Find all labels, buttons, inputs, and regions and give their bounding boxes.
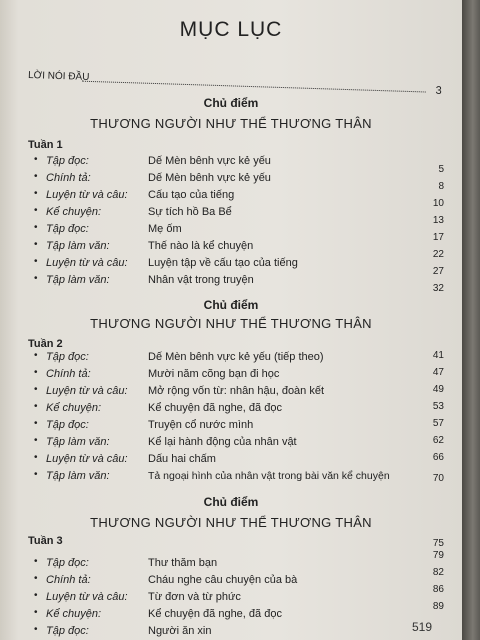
section-2-heading: Chủ điểm [203,298,259,312]
toc-title: Mười năm cõng bạn đi học [148,368,280,380]
toc-title: Thế nào là kể chuyện [148,240,254,252]
toc-row [28,584,448,606]
toc-row [28,367,448,383]
toc-label: Tập đọc: [46,155,89,167]
bullet-icon: • [34,384,38,395]
toc-page: 17 [432,232,444,243]
toc-row [28,435,448,451]
toc-row [28,222,448,243]
toc-label: Luyện từ và câu: [46,189,128,201]
dot-leader [82,81,426,93]
toc-row [28,154,448,175]
bullet-icon: • [34,401,38,412]
toc-page: 75 [432,538,444,549]
bullet-icon: • [34,469,38,480]
toc-page: 13 [432,215,444,226]
toc-page: 53 [432,401,444,412]
toc-page: 32 [432,283,444,294]
toc-page: 8 [438,181,444,192]
page-number: 519 [411,620,432,634]
toc-row [28,624,448,640]
bullet-icon: • [34,239,38,250]
toc-row [28,452,448,468]
toc-title: Dấu hai chấm [148,453,216,465]
toc-title: Kể chuyện đã nghe, đã đọc [148,608,282,620]
section-1-heading: Chủ điểm [203,96,259,110]
toc-label: Kể chuyện: [46,402,102,414]
preface-label: LỜI NÓI ĐẦU [27,70,90,83]
toc-title: Sự tích hồ Ba Bể [148,206,232,218]
page-title: MỤC LỤC [179,18,283,41]
toc-label: Luyện từ và câu: [46,591,128,603]
bullet-icon: • [34,154,38,165]
toc-row [28,384,448,400]
toc-label: Tập đọc: [46,351,89,363]
toc-page: 49 [432,384,444,395]
toc-page: 10 [432,198,444,209]
section-3-week: Tuần 3 [28,535,63,547]
bullet-icon: • [34,418,38,429]
toc-label: Kể chuyện: [46,206,102,218]
toc-row [28,273,448,294]
bullet-icon: • [34,222,38,233]
toc-page: 41 [432,350,444,361]
toc-title: Dế Mèn bênh vực kẻ yếu [148,172,271,184]
bullet-icon: • [34,171,38,182]
bullet-icon: • [34,350,38,361]
toc-page: 57 [432,418,444,429]
toc-title: Kể lại hành động của nhân vật [148,436,297,448]
toc-page: 82 [432,567,444,578]
section-2-theme: THƯƠNG NGƯỜI NHƯ THỂ THƯƠNG THÂN [90,316,372,331]
bullet-icon: • [34,273,38,284]
bullet-icon: • [34,624,38,635]
toc-label: Tập đọc: [46,223,89,235]
toc-page: 86 [432,584,444,595]
bullet-icon: • [34,607,38,618]
toc-page: 89 [432,601,444,612]
toc-title: Nhân vật trong truyện [148,274,254,286]
section-1-theme: THƯƠNG NGƯỜI NHƯ THỂ THƯƠNG THÂN [90,116,372,131]
toc-page: 62 [432,435,444,446]
toc-row [28,601,448,623]
toc-label: Chính tả: [46,172,91,184]
toc-row [28,350,448,366]
toc-label: Kể chuyện: [46,608,102,620]
toc-page: 66 [432,452,444,463]
bullet-icon: • [34,435,38,446]
toc-row [28,550,448,572]
toc-row [28,469,448,485]
toc-row [28,188,448,209]
toc-title: Tả ngoại hình của nhân vật trong bài văn kể chuyện [148,470,390,482]
toc-title: Dế Mèn bênh vực kẻ yếu (tiếp theo) [148,351,324,363]
toc-label: Tập đọc: [46,625,89,637]
toc-label: Chính tả: [46,368,91,380]
toc-title: Cháu nghe câu chuyện của bà [148,574,298,586]
toc-row [28,239,448,260]
toc-title: Dế Mèn bênh vực kẻ yếu [148,155,271,167]
toc-row [28,538,448,554]
bullet-icon: • [34,590,38,601]
bullet-icon: • [34,205,38,216]
toc-page: 70 [432,473,444,484]
toc-label: Luyện từ và câu: [46,257,128,269]
toc-label: Luyện từ và câu: [46,385,128,397]
toc-page: 27 [432,266,444,277]
toc-page: 47 [432,367,444,378]
toc-row [28,205,448,226]
toc-label: Tập làm văn: [46,274,110,286]
toc-label: Tập đọc: [46,419,89,431]
section-1-week: Tuần 1 [28,139,63,151]
toc-title: Từ đơn và từ phức [148,591,241,603]
toc-page: 5 [438,164,444,175]
toc-label: Tập đọc: [46,557,89,569]
section-3-theme: THƯƠNG NGƯỜI NHƯ THỂ THƯƠNG THÂN [90,515,372,530]
toc-label: Tập làm văn: [46,240,110,252]
bullet-icon: • [34,367,38,378]
bullet-icon: • [34,256,38,267]
toc-row [28,256,448,277]
toc-title: Mẹ ốm [148,223,182,235]
preface-page: 3 [435,84,442,98]
toc-label: Chính tả: [46,574,91,586]
toc-row [28,567,448,589]
bullet-icon: • [34,452,38,463]
toc-title: Thư thăm bạn [148,557,218,569]
bullet-icon: • [34,556,38,567]
toc-label: Luyện từ và câu: [46,453,128,465]
toc-page: 79 [432,550,444,561]
bullet-icon: • [34,188,38,199]
toc-title: Truyện cổ nước mình [148,419,254,431]
section-2-week: Tuần 2 [28,338,63,350]
toc-row [28,171,448,192]
toc-label: Tập làm văn: [46,436,110,448]
toc-row [28,401,448,417]
toc-label: Tập làm văn: [46,470,110,482]
toc-row [28,418,448,434]
toc-title: Luyện tập về cấu tạo của tiếng [148,257,298,269]
section-3-heading: Chủ điểm [203,495,259,509]
toc-title: Kể chuyện đã nghe, đã đọc [148,402,282,414]
toc-title: Người ăn xin [148,625,212,637]
toc-page: 22 [432,249,444,260]
book-edge [462,0,480,640]
toc-title: Mở rộng vốn từ: nhân hậu, đoàn kết [148,385,325,397]
bullet-icon: • [34,573,38,584]
toc-title: Cấu tạo của tiếng [148,189,235,201]
